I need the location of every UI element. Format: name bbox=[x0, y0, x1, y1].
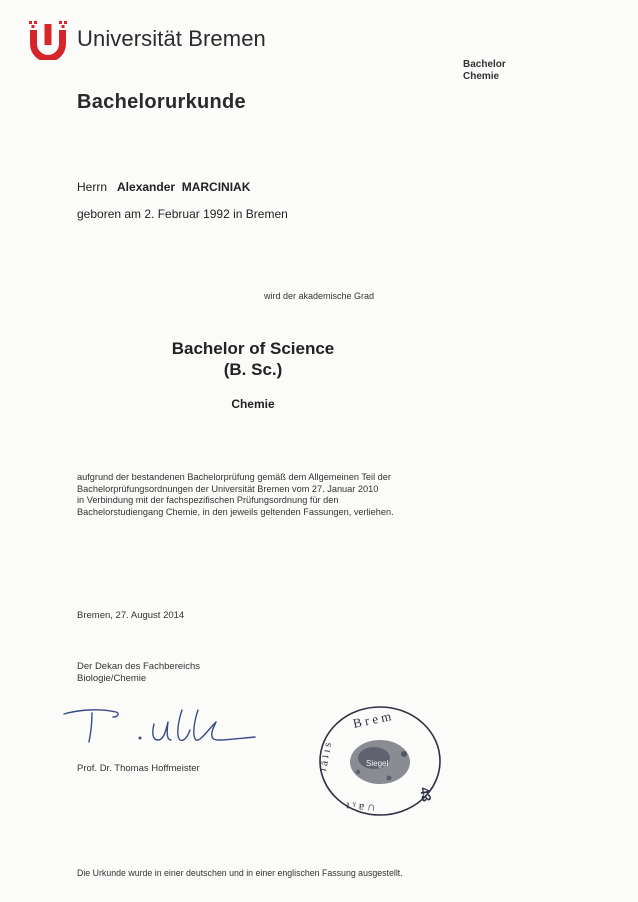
degree-subject: Chemie bbox=[231, 397, 275, 411]
svg-text:ı ᵞ ɐ ∩: ı ᵞ ɐ ∩ bbox=[345, 797, 377, 815]
svg-text:ʇ ä ʇ ı s: ʇ ä ʇ ı s bbox=[317, 741, 335, 773]
document-title: Bachelorurkunde bbox=[77, 91, 246, 113]
seal-label: Siegel bbox=[366, 759, 389, 768]
legal-basis-paragraph bbox=[77, 472, 477, 518]
degree-abbreviation: (B. Sc.) bbox=[223, 360, 283, 379]
footer-note: Die Urkunde wurde in einer deutschen und in einer englischen Fassung ausgestellt. bbox=[77, 868, 403, 878]
corner-degree: Bachelor bbox=[463, 59, 506, 70]
faculty-name: Biologie/Chemie bbox=[77, 673, 147, 684]
recipient-name: Alexander MARCINIAK bbox=[117, 180, 251, 194]
degree-intro: wird der akademische Grad bbox=[263, 291, 375, 301]
signer-name: Prof. Dr. Thomas Hoffmeister bbox=[77, 763, 200, 774]
university-logo-icon bbox=[28, 20, 68, 60]
seal-number: 43 bbox=[417, 785, 435, 803]
place-and-date: Bremen, 27. August 2014 bbox=[77, 610, 185, 621]
degree-name bbox=[0, 338, 506, 380]
university-seal-stamp-icon bbox=[314, 702, 446, 820]
degree-title: Bachelor of Science bbox=[171, 339, 335, 358]
degree-corner-label bbox=[463, 59, 506, 83]
birth-info: geboren am 2. Februar 1992 in Bremen bbox=[77, 207, 288, 221]
basis-line: aufgrund der bestandenen Bachelorprüfung gemäß dem Allgemeinen Teil der bbox=[77, 472, 391, 482]
recipient-line bbox=[77, 180, 250, 194]
signature-icon bbox=[58, 700, 268, 755]
corner-subject: Chemie bbox=[463, 71, 500, 82]
salutation: Herrn bbox=[77, 180, 108, 194]
basis-line: Bachelorprüfungsordnungen der Universität Bremen vom 27. Januar 2010 bbox=[77, 483, 379, 494]
university-name: Universität Bremen bbox=[77, 26, 266, 51]
dean-title: Der Dekan des Fachbereichs bbox=[77, 661, 201, 672]
svg-text:B r e m: B r e m bbox=[351, 708, 393, 731]
basis-line: Bachelorstudiengang Chemie, in den jeweils geltenden Fassungen, verliehen. bbox=[77, 506, 394, 517]
basis-line: in Verbindung mit der fachspezifischen Prüfungsordnung für den bbox=[77, 495, 339, 505]
